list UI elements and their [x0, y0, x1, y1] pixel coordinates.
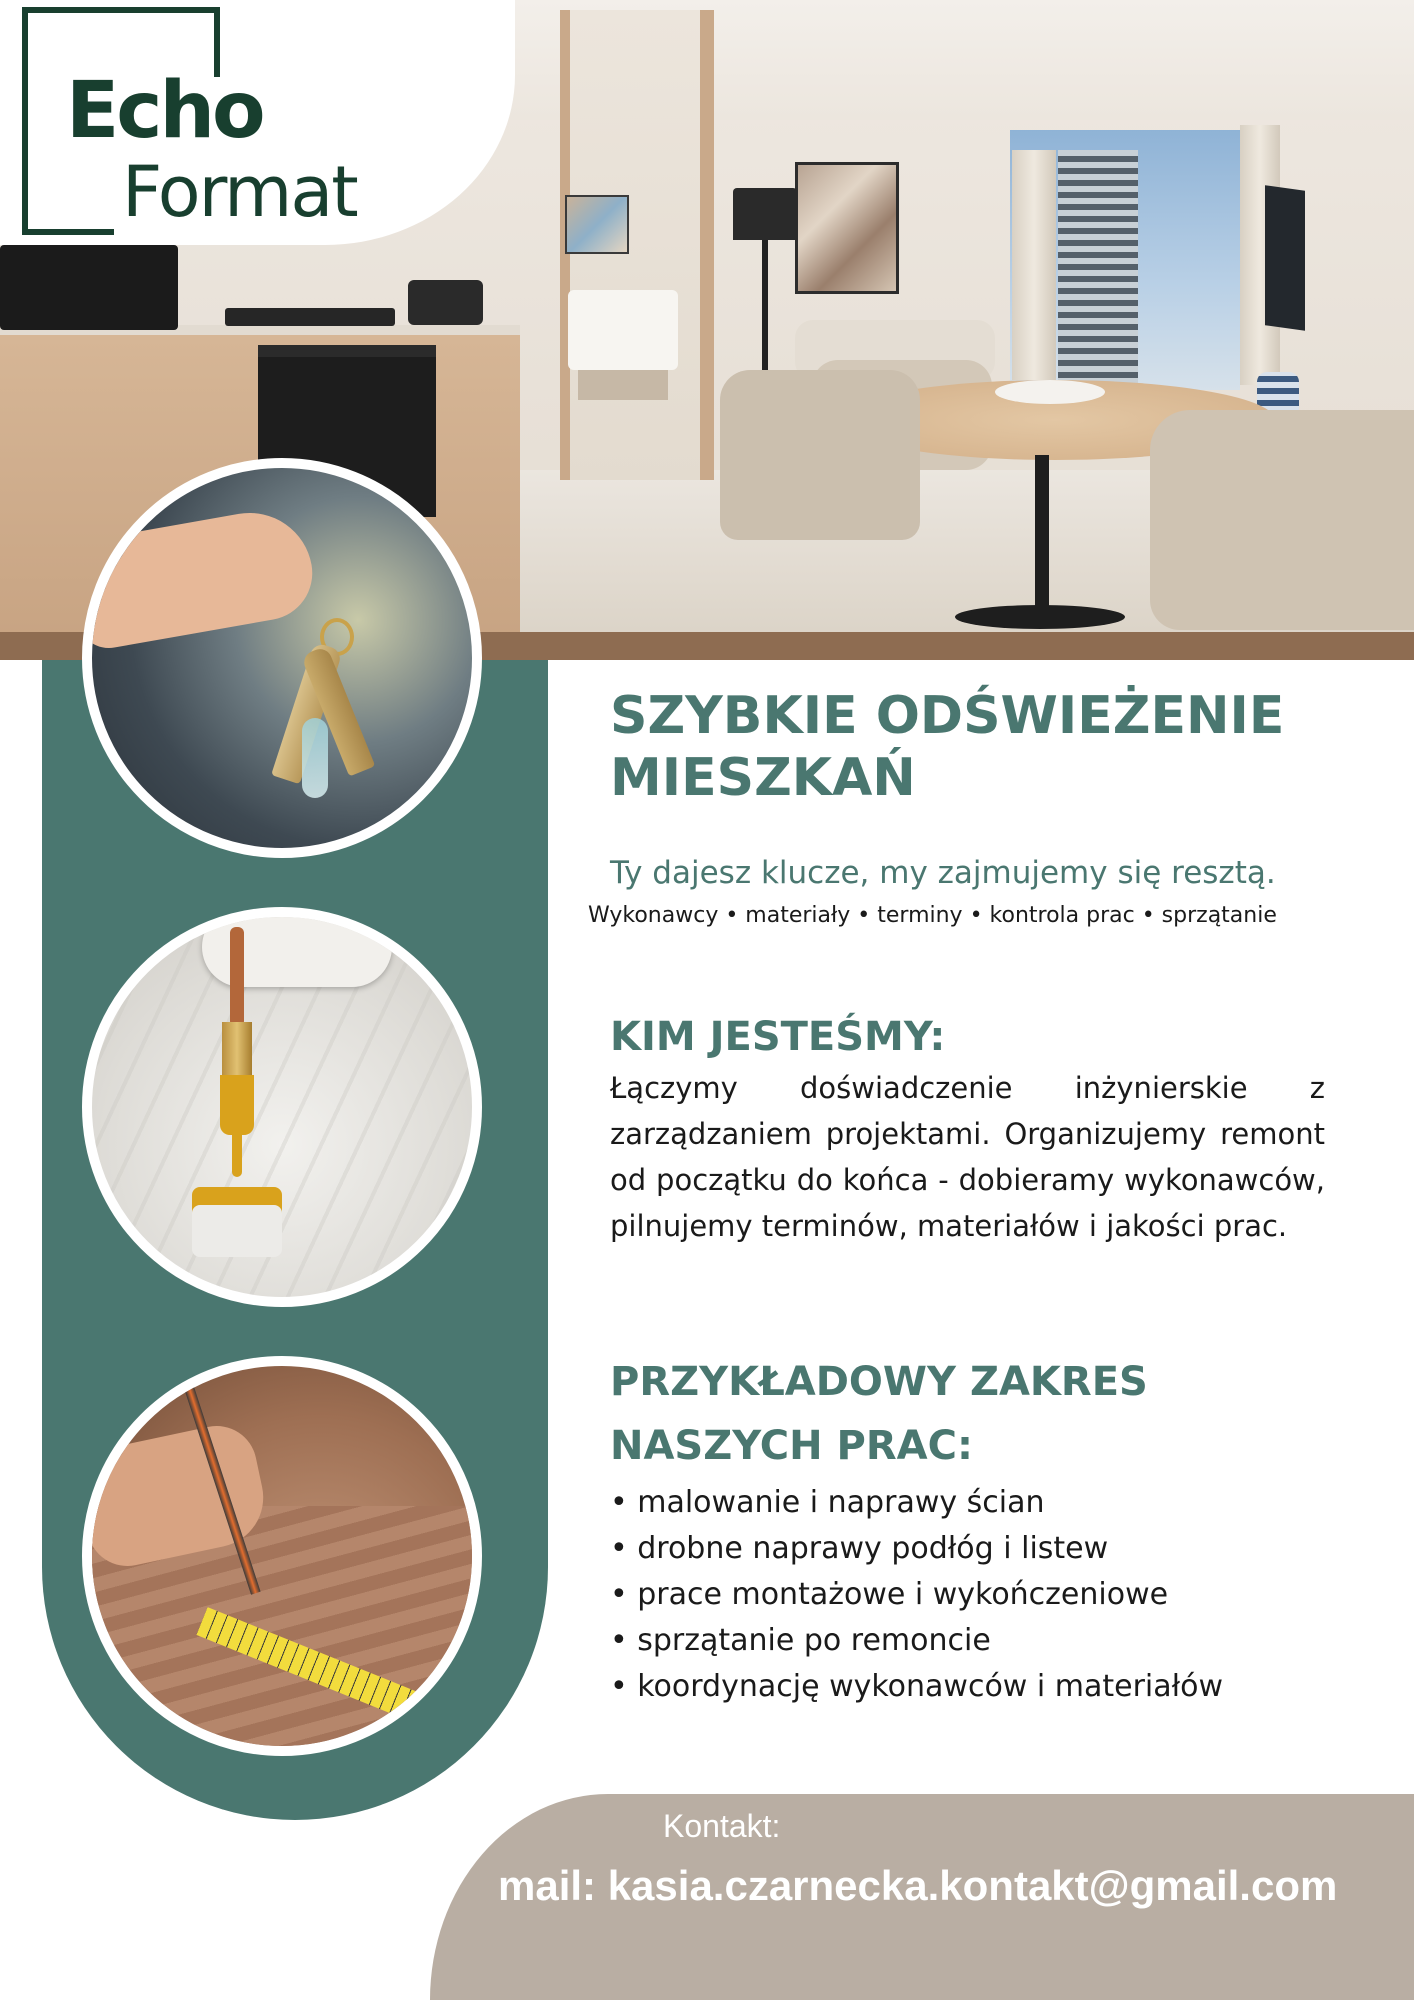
building-view [1058, 150, 1138, 390]
table-leg [1035, 455, 1049, 615]
keys-photo [82, 458, 482, 858]
floor-lamp-shade [733, 188, 797, 240]
about-paragraph: Łączymy doświadczenie inżynierskie z zarządzaniem projektami. Organizujemy remont od początku do końca - dobieramy wykonawców, pilnujemy terminów, materiałów i jakości prac. [610, 1071, 1325, 1243]
about-heading: KIM JESTEŚMY: [610, 1014, 946, 1060]
scope-heading-line-2: NASZYCH PRAC: [610, 1423, 973, 1469]
title-line-2: MIESZKAŃ [610, 748, 916, 808]
page-title [610, 685, 1325, 809]
armchair [1150, 410, 1414, 630]
brush-ferrule [222, 1022, 252, 1077]
table-base [955, 605, 1125, 629]
brush-bristles [220, 1075, 254, 1135]
measuring-photo [82, 1356, 482, 1756]
logo-word-format: Format [122, 151, 357, 233]
bedroom-art [565, 195, 629, 254]
title-line-1: SZYBKIE ODŚWIEŻENIE [610, 686, 1285, 746]
contact-email[interactable]: mail: kasia.czarnecka.kontakt@gmail.com [498, 1862, 1338, 1909]
key-tag [302, 718, 328, 798]
main-content [588, 685, 1325, 1704]
tagline: Ty dajesz klucze, my zajmujemy się resztą. [610, 855, 1276, 891]
list-item: • sprzątanie po remoncie [610, 1618, 1223, 1664]
microwave [0, 245, 178, 330]
paint-brush-photo [82, 907, 482, 1307]
floor-lamp-leg [762, 240, 768, 370]
list-item: • drobne naprawy podłóg i listew [610, 1526, 1223, 1572]
wall-art [795, 162, 899, 294]
logo-word-echo: Echo [66, 66, 263, 156]
dining-chair-front [720, 370, 920, 540]
logo-frame [22, 7, 28, 235]
hob [225, 308, 395, 326]
scope-heading [610, 1350, 1325, 1478]
list-item: • prace montażowe i wykończeniowe [610, 1572, 1223, 1618]
plate [995, 380, 1105, 404]
scope-heading-line-1: PRZYKŁADOWY ZAKRES [610, 1359, 1148, 1405]
logo-frame [22, 229, 114, 235]
brush-handle [230, 927, 244, 1027]
kettle [408, 280, 483, 325]
paint-can [192, 1187, 282, 1257]
services-summary: Wykonawcy • materiały • terminy • kontrola prac • sprzątanie [588, 903, 1277, 928]
list-item: • koordynację wykonawców i materiałów [610, 1664, 1223, 1710]
echo-format-logo [22, 7, 372, 235]
contact-label: Kontakt: [663, 1808, 781, 1844]
curtain-left [1012, 150, 1056, 380]
logo-frame [22, 7, 220, 13]
list-item: • malowanie i naprawy ścian [610, 1480, 1223, 1526]
scope-list [610, 1480, 1223, 1710]
paint-drip [232, 1132, 242, 1177]
bed [568, 290, 678, 370]
tv [1265, 185, 1305, 331]
